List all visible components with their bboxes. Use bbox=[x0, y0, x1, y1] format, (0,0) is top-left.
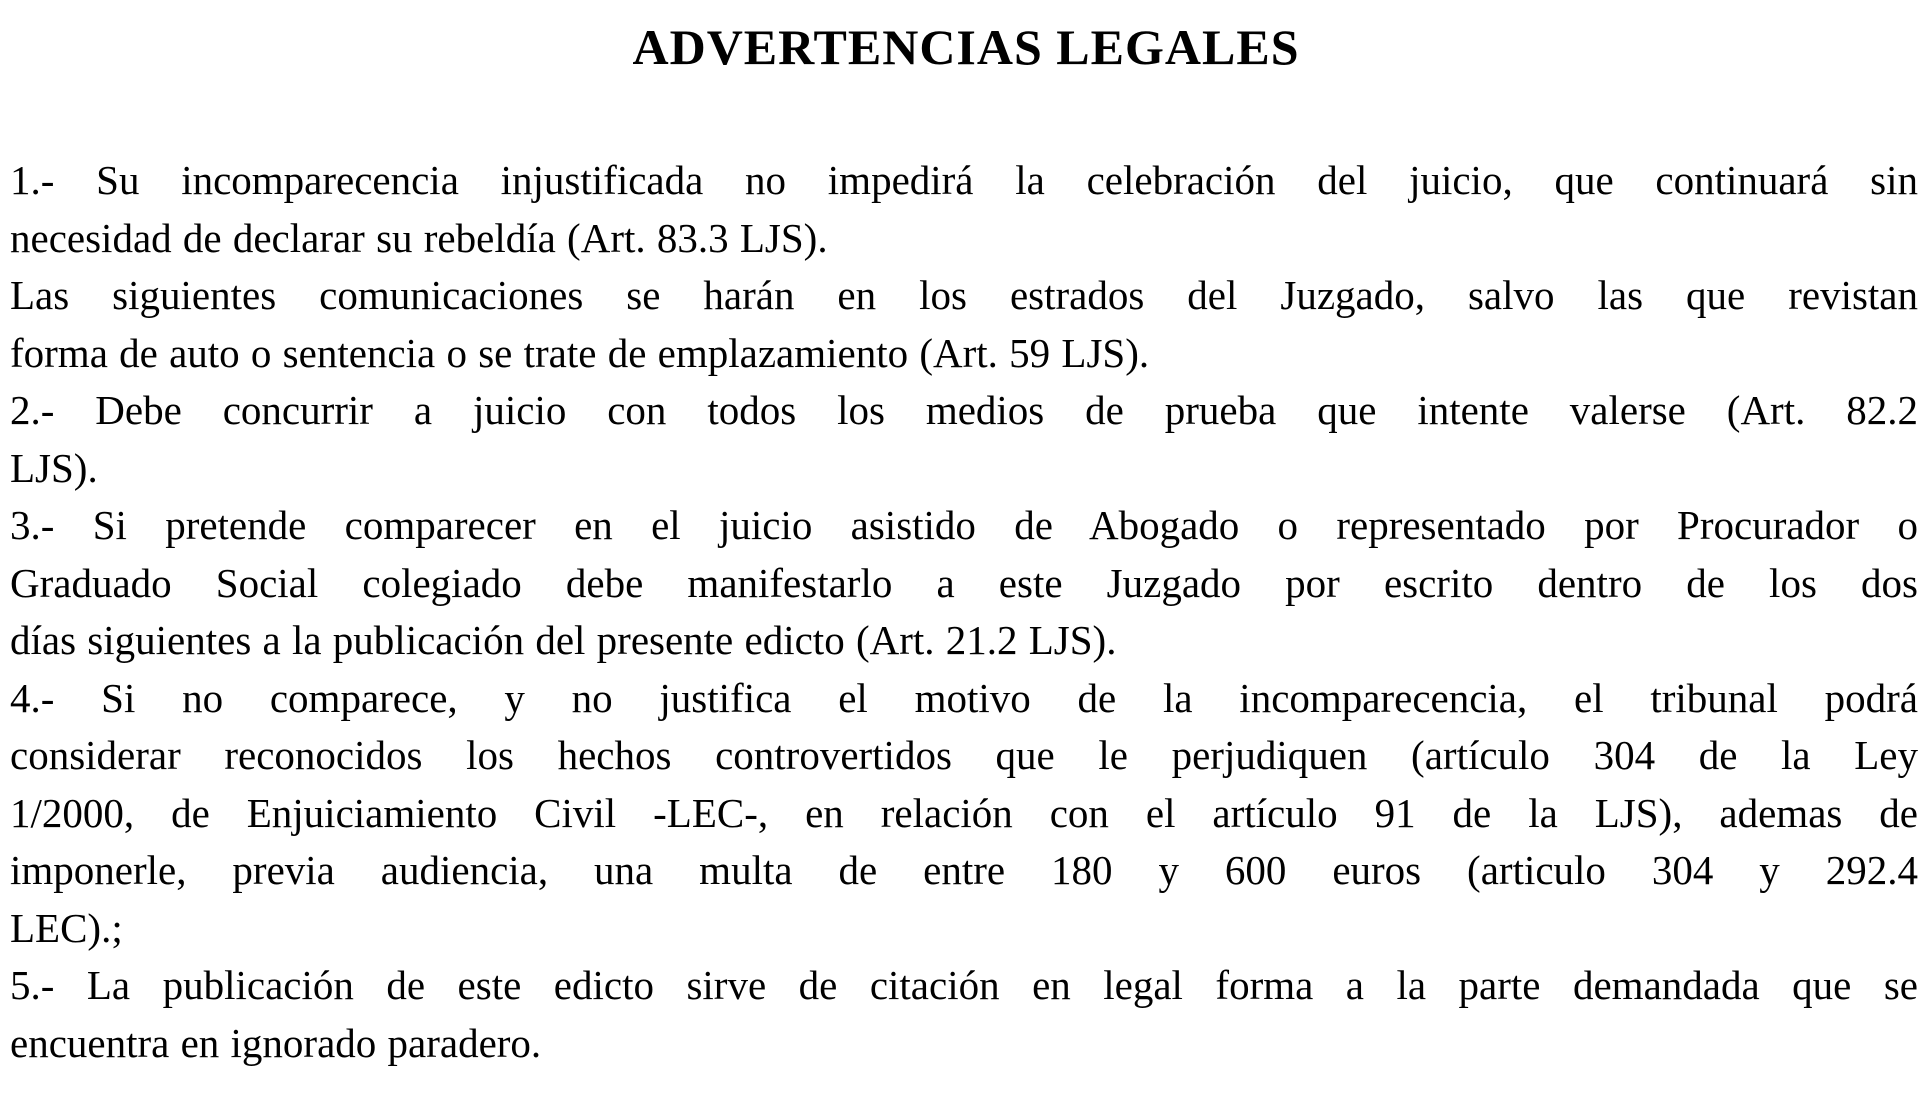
text-line: 4.- Si no comparece, y no justifica el motivo de la incomparecencia, el tribunal podrá bbox=[10, 674, 1918, 721]
text-line: 1.- Su incomparecencia injustificada no impedirá la celebración del juicio, que continuará sin bbox=[10, 157, 1918, 203]
text-line: encuentra en ignorado paradero. bbox=[10, 1019, 542, 1066]
text-line: 3.- Si pretende comparecer en el juicio asistido de Abogado o representado por Procurador o bbox=[10, 502, 1918, 548]
text-line: Las siguientes comunicaciones se harán en los estrados del Juzgado, salvo las que revistan bbox=[10, 272, 1918, 318]
text-line: Graduado Social colegiado debe manifestarlo a este Juzgado por escrito dentro de los dos bbox=[10, 559, 1918, 606]
page-title: ADVERTENCIAS LEGALES bbox=[632, 19, 1300, 75]
text-line: necesidad de declarar su rebeldía (Art. 83.3 LJS). bbox=[10, 214, 828, 261]
text-line: LJS). bbox=[10, 444, 98, 491]
text-line: 5.- La publicación de este edicto sirve de citación en legal forma a la parte demandada que se bbox=[10, 962, 1918, 1008]
text-line: forma de auto o sentencia o se trate de emplazamiento (Art. 59 LJS). bbox=[10, 329, 1150, 376]
text-line: imponerle, previa audiencia, una multa de entre 180 y 600 euros (articulo 304 y 292.4 bbox=[10, 847, 1918, 893]
text-line: días siguientes a la publicación del presente edicto (Art. 21.2 LJS). bbox=[10, 617, 1117, 663]
text-line: 1/2000, de Enjuiciamiento Civil -LEC-, en relación con el artículo 91 de la LJS), ademas de bbox=[10, 789, 1918, 836]
text-line: 2.- Debe concurrir a juicio con todos los medios de prueba que intente valerse (Art. 82.2 bbox=[10, 387, 1918, 433]
text-line: considerar reconocidos los hechos controvertidos que le perjudiquen (artículo 304 de la Ley bbox=[10, 732, 1918, 778]
document-body bbox=[10, 152, 1918, 1072]
text-line: LEC).; bbox=[10, 904, 123, 951]
